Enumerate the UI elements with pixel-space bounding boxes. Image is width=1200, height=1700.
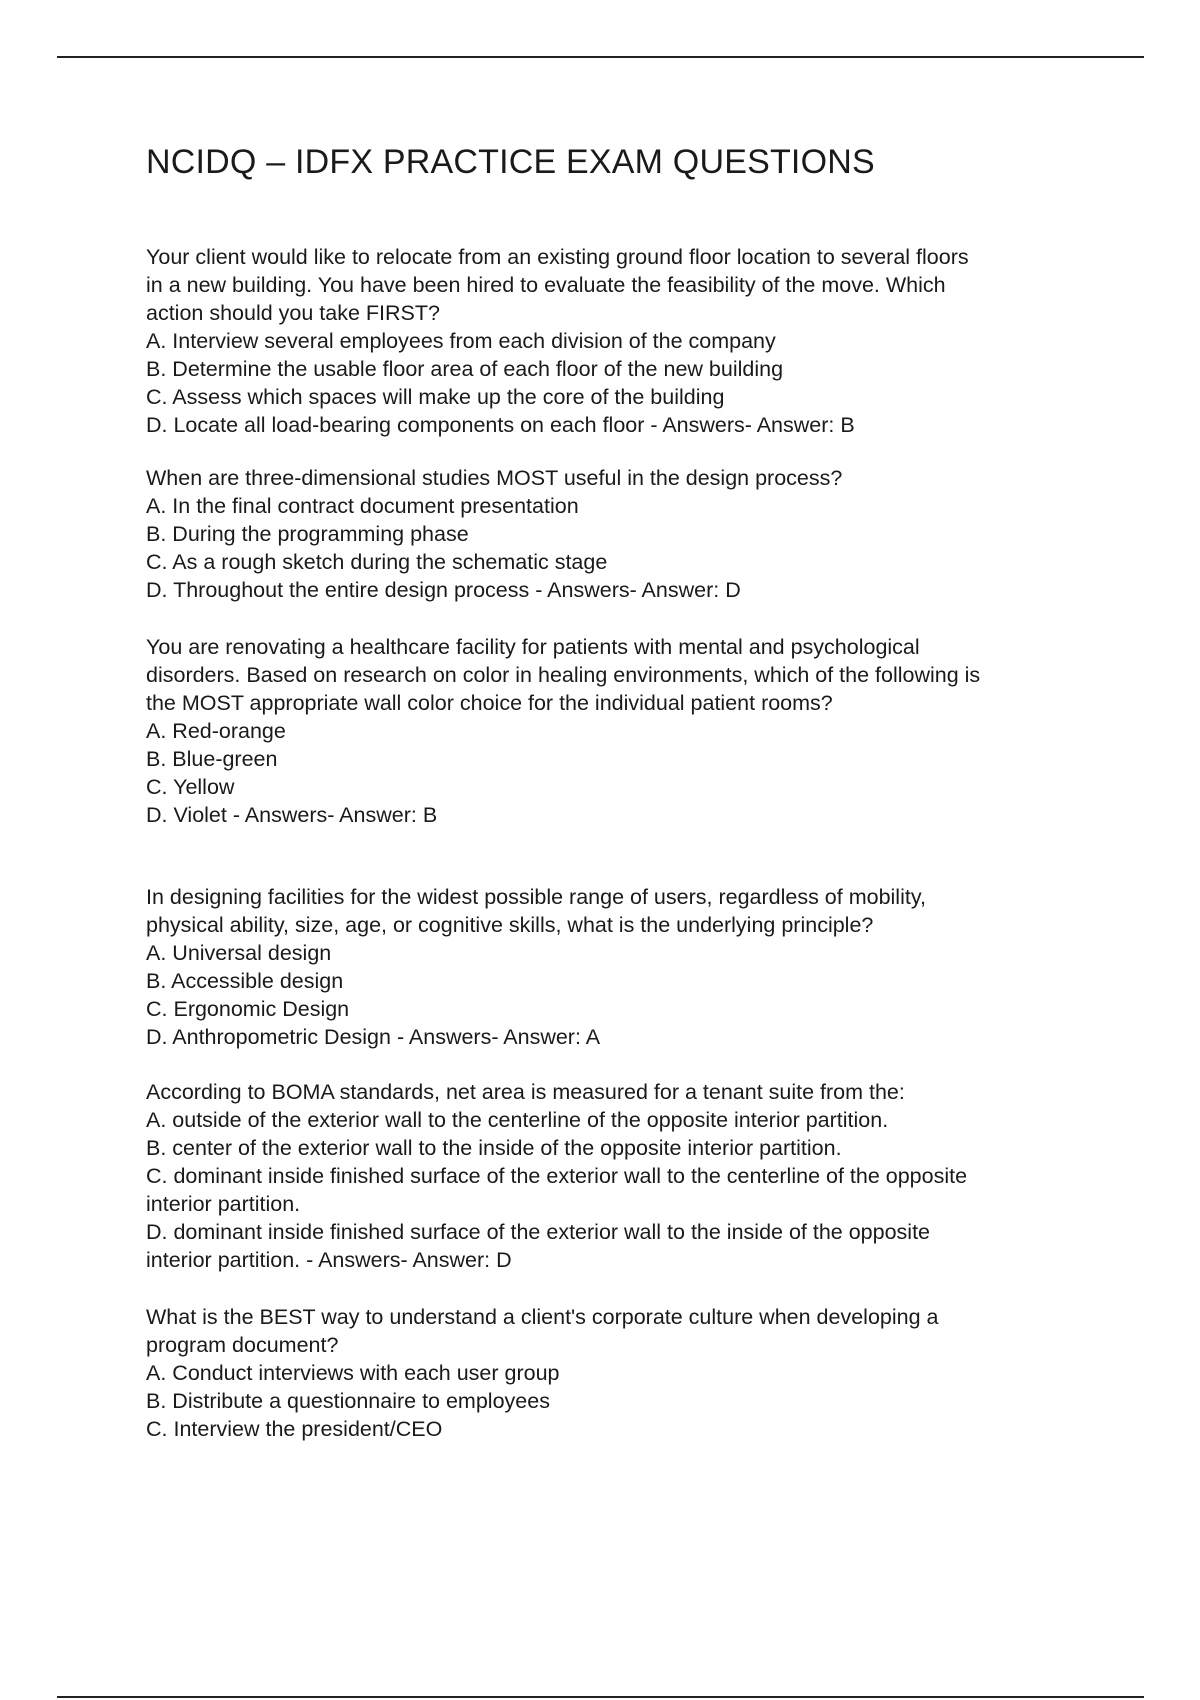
question-6 xyxy=(146,1303,1096,1443)
question-text-line: in a new building. You have been hired to evaluate the feasibility of the move. Which xyxy=(146,273,946,297)
answer-option: B. Determine the usable floor area of each floor of the new building xyxy=(146,357,784,381)
answer-option: B. Distribute a questionnaire to employees xyxy=(146,1389,550,1413)
answer-option: A. Universal design xyxy=(146,941,332,965)
answer-option: A. Conduct interviews with each user group xyxy=(146,1361,560,1385)
answer-option-with-key: D. Throughout the entire design process - Answers- Answer: D xyxy=(146,578,741,602)
answer-option-with-key: D. Locate all load-bearing components on each floor - Answers- Answer: B xyxy=(146,413,855,437)
question-text-line: the MOST appropriate wall color choice for the individual patient rooms? xyxy=(146,691,833,715)
answer-option: A. Red-orange xyxy=(146,719,286,743)
answer-option: C. dominant inside finished surface of the exterior wall to the centerline of the opposite xyxy=(146,1164,968,1188)
answer-option: A. In the final contract document presentation xyxy=(146,494,579,518)
question-text-line: disorders. Based on research on color in healing environments, which of the following is xyxy=(146,663,981,687)
question-text-line: action should you take FIRST? xyxy=(146,301,440,325)
answer-option-continued: interior partition. xyxy=(146,1192,301,1216)
answer-option: C. As a rough sketch during the schematic stage xyxy=(146,550,608,574)
page-title: NCIDQ – IDFX PRACTICE EXAM QUESTIONS xyxy=(146,143,875,181)
answer-option: D. dominant inside finished surface of the exterior wall to the inside of the opposite xyxy=(146,1220,931,1244)
answer-option: A. outside of the exterior wall to the centerline of the opposite interior partition. xyxy=(146,1108,889,1132)
answer-option: C. Yellow xyxy=(146,775,235,799)
question-5 xyxy=(146,1078,1096,1274)
answer-option-with-key: D. Anthropometric Design - Answers- Answer: A xyxy=(146,1025,601,1049)
bottom-divider xyxy=(57,1696,1144,1698)
question-text-line: When are three-dimensional studies MOST useful in the design process? xyxy=(146,466,843,490)
answer-option: C. Interview the president/CEO xyxy=(146,1417,443,1441)
answer-option: B. center of the exterior wall to the inside of the opposite interior partition. xyxy=(146,1136,842,1160)
answer-option: C. Assess which spaces will make up the core of the building xyxy=(146,385,725,409)
question-3 xyxy=(146,633,1096,829)
answer-option-with-key: interior partition. - Answers- Answer: D xyxy=(146,1248,512,1272)
question-4 xyxy=(146,883,1096,1051)
question-1 xyxy=(146,243,1096,439)
question-text-line: In designing facilities for the widest possible range of users, regardless of mobility, xyxy=(146,885,926,909)
answer-option: B. During the programming phase xyxy=(146,522,469,546)
question-text-line: According to BOMA standards, net area is measured for a tenant suite from the: xyxy=(146,1080,905,1104)
answer-option-with-key: D. Violet - Answers- Answer: B xyxy=(146,803,438,827)
question-text-line: Your client would like to relocate from an existing ground floor location to several floors xyxy=(146,245,969,269)
answer-option: B. Blue-green xyxy=(146,747,278,771)
question-text-line: You are renovating a healthcare facility for patients with mental and psychological xyxy=(146,635,920,659)
answer-option: A. Interview several employees from each division of the company xyxy=(146,329,776,353)
top-divider xyxy=(57,56,1144,58)
question-text-line: physical ability, size, age, or cognitive skills, what is the underlying principle? xyxy=(146,913,874,937)
question-2 xyxy=(146,464,1096,604)
answer-option: B. Accessible design xyxy=(146,969,344,993)
answer-option: C. Ergonomic Design xyxy=(146,997,350,1021)
question-text-line: program document? xyxy=(146,1333,339,1357)
question-text-line: What is the BEST way to understand a client's corporate culture when developing a xyxy=(146,1305,939,1329)
